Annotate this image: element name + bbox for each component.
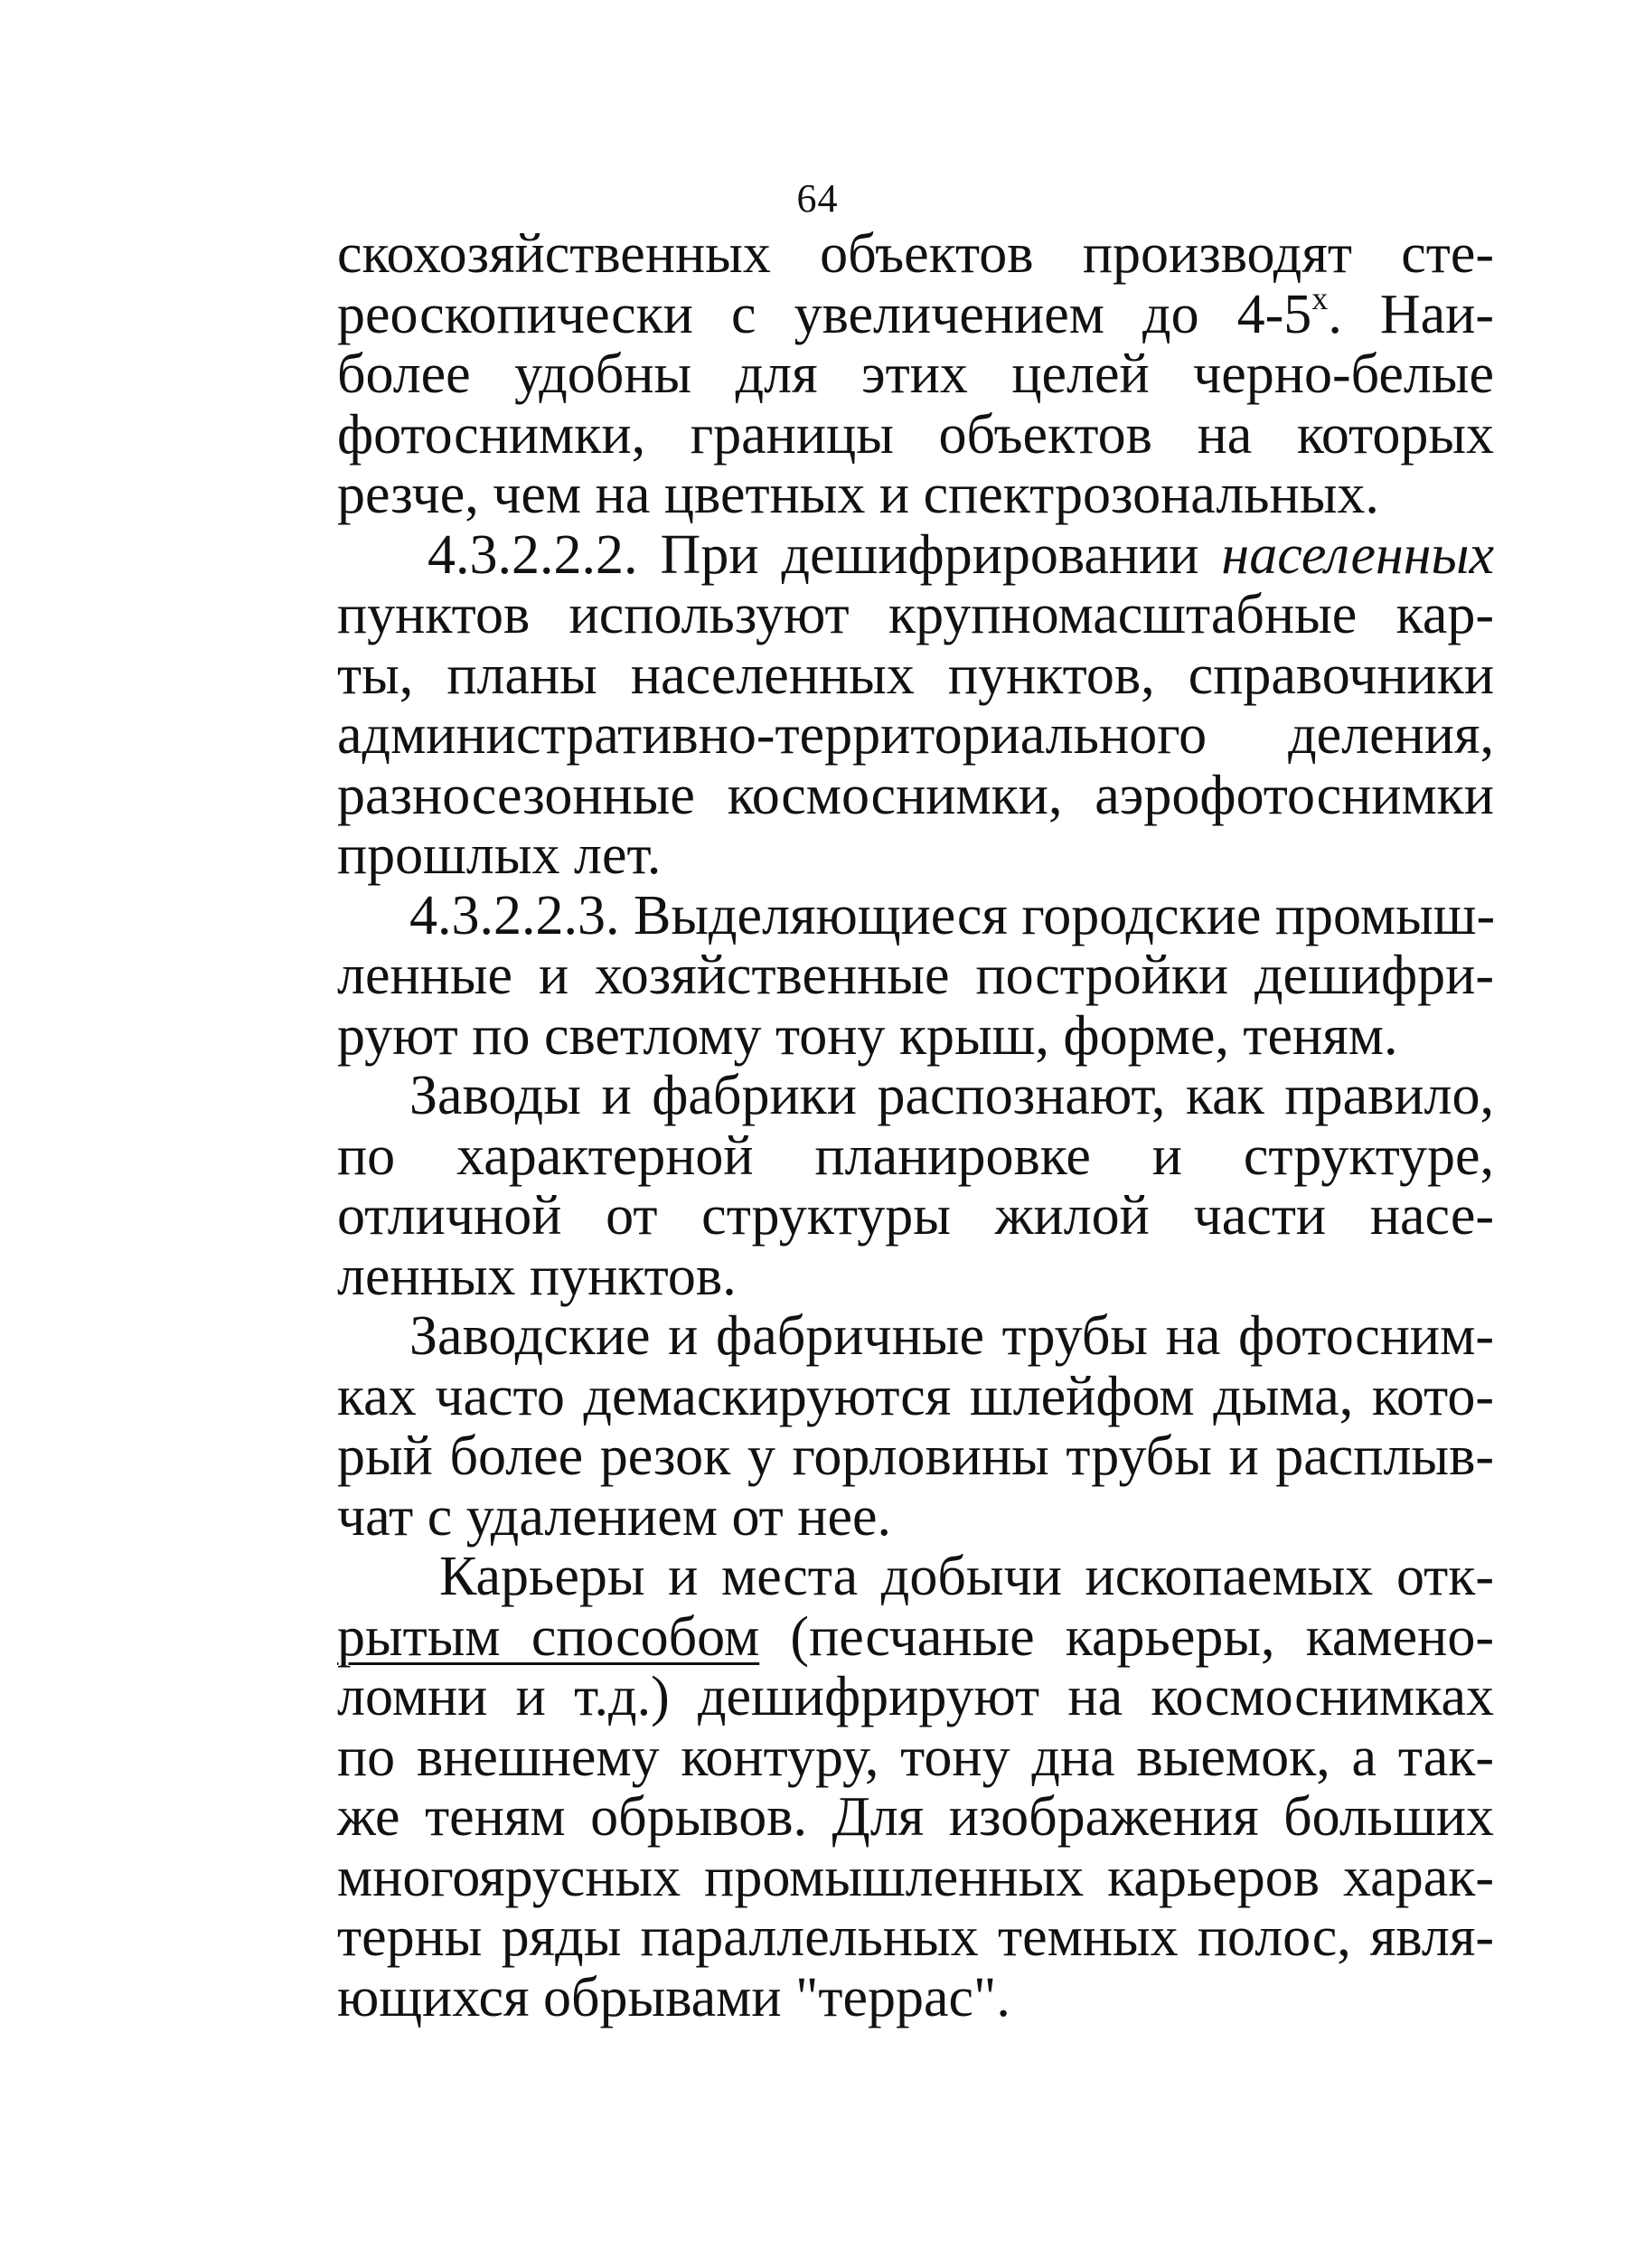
text-line: разносезонные космоснимки, аэрофотоснимки xyxy=(337,764,1494,826)
text-fragment: . Наи- xyxy=(1328,283,1494,345)
text-fragment: 4.3.2.2.2. При дешифрировании xyxy=(428,523,1199,586)
paragraph-factories xyxy=(337,1066,1494,1306)
text-body xyxy=(337,224,1494,2028)
paragraph-continuation xyxy=(337,224,1494,525)
paragraph-chimneys xyxy=(337,1306,1494,1547)
text-line: ломни и т.д.) дешифрируют на космоснимках xyxy=(337,1666,1494,1727)
text-line xyxy=(337,279,1494,345)
paragraph-4-3-2-2-2 xyxy=(337,525,1494,886)
text-line: ты, планы населенных пунктов, справочники xyxy=(337,644,1494,706)
text-line: рый более резок у горловины трубы и расплыв- xyxy=(337,1426,1494,1487)
text-line xyxy=(337,525,1494,586)
text-line: ленных пунктов. xyxy=(337,1245,737,1307)
text-line: чат с удалением от нее. xyxy=(337,1485,891,1548)
text-line: терны ряды параллельных темных полос, явля- xyxy=(337,1906,1494,1968)
underlined-fragment: рытым способом xyxy=(337,1605,760,1668)
text-line: административно-территориального деления, xyxy=(337,704,1494,766)
text-line xyxy=(337,1607,1494,1668)
text-line: же теням обрывов. Для изображения больших xyxy=(337,1786,1494,1848)
text-line: ленные и хозяйственные постройки дешифри- xyxy=(337,945,1494,1006)
text-line: Карьеры и места добычи ископаемых отк- xyxy=(439,1546,1494,1607)
text-line: 4.3.2.2.3. Выделяющиеся городские промыш- xyxy=(409,884,1496,946)
paragraph-quarries xyxy=(337,1547,1494,2028)
text-line: ющихся обрывами "террас". xyxy=(337,1966,1010,2028)
text-line: фотоснимки, границы объектов на которых xyxy=(337,403,1494,466)
text-line: по внешнему контуру, тону дна выемок, а так- xyxy=(337,1726,1494,1788)
text-line: руют по светлому тону крыш, форме, теням. xyxy=(337,1004,1398,1067)
superscript-x: х xyxy=(1311,279,1329,316)
text-line: ках часто демаскируются шлейфом дыма, кото- xyxy=(337,1365,1494,1427)
paragraph-4-3-2-2-3 xyxy=(337,886,1494,1067)
text-line: скохозяйственных объектов производят сте- xyxy=(337,223,1494,285)
text-fragment: (песчаные карьеры, камено- xyxy=(759,1605,1494,1668)
text-line: отличной от структуры жилой части насе- xyxy=(337,1185,1494,1247)
text-line: прошлых лет. xyxy=(337,824,662,886)
text-line: Заводские и фабричные трубы на фотосним- xyxy=(409,1305,1494,1367)
text-line: пунктов используют крупномасштабные кар- xyxy=(337,584,1494,645)
italic-fragment: населенных xyxy=(1198,523,1494,586)
text-fragment: реоскопически с увеличением до 4-5 xyxy=(337,283,1312,345)
text-line: более удобны для этих целей черно-белые xyxy=(337,343,1494,405)
page-number: 64 xyxy=(796,176,839,221)
text-line: Заводы и фабрики распознают, как правило, xyxy=(409,1065,1494,1126)
text-line: по характерной планировке и структуре, xyxy=(337,1125,1494,1187)
text-line: многоярусных промышленных карьеров харак- xyxy=(337,1846,1494,1908)
text-line: резче, чем на цветных и спектрозональных. xyxy=(337,464,1379,525)
